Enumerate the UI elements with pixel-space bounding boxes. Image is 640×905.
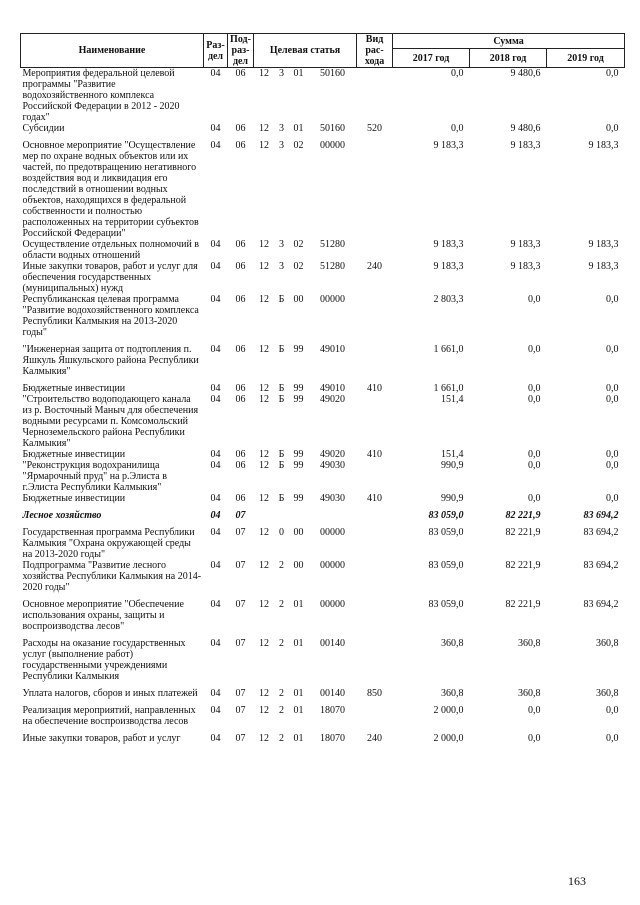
row-value-2019: 0,0 [606, 449, 619, 460]
header-section: Раз-дел [204, 34, 228, 68]
row-target-direction: 50160 [320, 123, 346, 134]
row-value-2018: 0,0 [528, 294, 541, 305]
row-target-direction: 49010 [320, 383, 346, 394]
table-row [21, 527, 625, 560]
row-target-subprogram: 2 [279, 688, 284, 699]
row-section: 04 [210, 688, 221, 699]
row-target-program: 12 [259, 460, 269, 471]
row-name: Иные закупки товаров, работ и услуг [22, 733, 181, 744]
row-value-2018: 82 221,9 [505, 560, 541, 571]
row-target-event: 99 [293, 449, 304, 460]
row-target-event: 99 [293, 383, 304, 394]
row-subsection: 06 [235, 68, 246, 79]
row-subsection: 06 [235, 449, 246, 460]
row-value-2017: 2 000,0 [433, 705, 464, 716]
row-target-direction: 00000 [320, 527, 346, 538]
row-target-subprogram: 2 [279, 705, 284, 716]
row-target-direction: 18070 [320, 705, 346, 716]
row-value-2018: 9 183,3 [510, 140, 541, 151]
row-value-2017: 990,9 [441, 493, 464, 504]
row-value-2018: 360,8 [518, 688, 541, 699]
table-row [21, 123, 625, 140]
row-target-subprogram: 2 [279, 733, 284, 744]
row-value-2019: 83 694,2 [583, 560, 619, 571]
table-body [21, 68, 625, 745]
table-row [21, 705, 625, 733]
row-name: Бюджетные инвестиции [22, 383, 126, 394]
row-target-subprogram: 3 [279, 123, 284, 134]
row-name: Иные закупки товаров, работ и услуг для обеспечения государственных (муниципальных) нужд [22, 261, 198, 294]
row-expense-type [357, 239, 393, 261]
row-target-subprogram: Б [278, 460, 285, 471]
row-value-2017: 2 000,0 [433, 733, 464, 744]
row-expense-type [357, 140, 393, 239]
row-expense-type [357, 705, 393, 733]
row-target-program: 12 [259, 383, 269, 394]
row-target-program: 12 [259, 733, 269, 744]
table-row [21, 68, 625, 124]
row-target-event [289, 510, 309, 527]
row-name: Расходы на оказание государственных услуг (выполнение работ) государственными учреждениями Республики Калмыкия [22, 638, 186, 682]
table-row [21, 294, 625, 344]
row-value-2017: 1 661,0 [433, 344, 464, 355]
row-value-2019: 0,0 [606, 344, 619, 355]
row-target-direction: 00000 [320, 294, 346, 305]
row-target-program: 12 [259, 449, 269, 460]
row-target-direction [309, 510, 357, 527]
row-target-subprogram: Б [278, 449, 285, 460]
row-name: Бюджетные инвестиции [22, 493, 126, 504]
row-target-subprogram: 2 [279, 638, 284, 649]
row-expense-type [357, 460, 393, 493]
row-section: 04 [210, 560, 221, 571]
row-target-event: 01 [293, 733, 304, 744]
table-row [21, 261, 625, 294]
row-target-direction: 51280 [320, 261, 346, 272]
row-target-direction: 00140 [320, 638, 346, 649]
row-target-event: 02 [293, 239, 304, 250]
row-target-subprogram: 3 [279, 68, 284, 79]
row-target-program: 12 [259, 239, 269, 250]
row-subsection: 06 [235, 123, 246, 134]
row-value-2018: 82 221,9 [505, 599, 541, 610]
row-section: 04 [210, 261, 221, 272]
row-name: Бюджетные инвестиции [22, 449, 126, 460]
row-value-2018: 0,0 [528, 460, 541, 471]
row-value-2018: 0,0 [528, 383, 541, 394]
row-target-program: 12 [259, 123, 269, 134]
row-value-2017: 83 059,0 [428, 510, 464, 521]
row-target-event: 99 [293, 344, 304, 355]
row-target-event: 01 [293, 123, 304, 134]
row-target-direction: 49030 [320, 493, 346, 504]
row-section: 04 [210, 123, 221, 134]
table-row [21, 688, 625, 705]
row-value-2017: 360,8 [441, 638, 464, 649]
row-value-2019: 83 694,2 [583, 510, 619, 521]
row-subsection: 06 [235, 493, 246, 504]
row-target-program: 12 [259, 68, 269, 79]
row-target-event: 02 [293, 261, 304, 272]
row-section: 04 [210, 239, 221, 250]
table-header [21, 34, 625, 68]
row-value-2017: 0,0 [451, 123, 464, 134]
row-value-2019: 0,0 [606, 733, 619, 744]
row-subsection: 07 [235, 638, 246, 649]
row-subsection: 07 [235, 560, 246, 571]
row-target-event: 99 [293, 460, 304, 471]
row-target-event: 02 [293, 140, 304, 151]
row-value-2017: 83 059,0 [428, 527, 464, 538]
header-name: Наименование [21, 34, 204, 68]
row-section: 04 [210, 294, 221, 305]
row-expense-type [357, 68, 393, 124]
row-target-direction: 00140 [320, 688, 346, 699]
table-row [21, 239, 625, 261]
row-subsection: 06 [235, 394, 246, 405]
row-subsection: 06 [235, 344, 246, 355]
row-value-2017: 9 183,3 [433, 140, 464, 151]
row-value-2019: 0,0 [606, 383, 619, 394]
row-subsection: 07 [235, 733, 246, 744]
row-name: Республиканская целевая программа "Развитие водохозяйственного комплекса Республики Калмыкия на 2013-2020 годы" [22, 294, 199, 338]
row-value-2019: 9 183,3 [588, 239, 619, 250]
row-value-2017: 2 803,3 [433, 294, 464, 305]
row-target-event: 00 [293, 294, 304, 305]
row-name: "Реконструкция водохранилища "Ярмарочный пруд" на р.Элиста в г.Элиста Республики Калмыкия" [22, 460, 167, 493]
row-target-direction: 50160 [320, 68, 346, 79]
row-expense-type [357, 599, 393, 638]
row-value-2018: 360,8 [518, 638, 541, 649]
row-subsection: 06 [235, 294, 246, 305]
row-target-event: 01 [293, 705, 304, 716]
table-row [21, 140, 625, 239]
row-expense-type: 520 [367, 123, 383, 134]
row-value-2018: 9 183,3 [510, 261, 541, 272]
row-target-subprogram: Б [278, 394, 285, 405]
row-section: 04 [210, 705, 221, 716]
row-value-2017: 151,4 [441, 394, 464, 405]
row-value-2019: 0,0 [606, 123, 619, 134]
header-2018: 2018 год [470, 49, 547, 68]
row-value-2018: 9 480,6 [510, 68, 541, 79]
row-value-2019: 9 183,3 [588, 261, 619, 272]
row-expense-type [357, 510, 393, 527]
row-section: 04 [210, 599, 221, 610]
row-target-program: 12 [259, 560, 269, 571]
row-target-subprogram: Б [278, 344, 285, 355]
row-target-direction: 00000 [320, 560, 346, 571]
row-section: 04 [210, 449, 221, 460]
row-value-2017: 9 183,3 [433, 261, 464, 272]
row-target-subprogram: 2 [279, 599, 284, 610]
row-target-subprogram: Б [278, 383, 285, 394]
row-target-event: 00 [293, 560, 304, 571]
row-value-2018: 0,0 [528, 344, 541, 355]
row-target-program: 12 [259, 599, 269, 610]
row-target-program: 12 [259, 705, 269, 716]
row-subsection: 06 [235, 140, 246, 151]
row-section: 04 [210, 510, 221, 521]
row-expense-type: 410 [367, 449, 383, 460]
row-name: "Строительство водоподающего канала из р. Восточный Маныч для обеспечения водными ресурсами п. Комсомольский Черноземельского района Республики Калмыкия" [22, 394, 199, 449]
row-subsection: 07 [235, 688, 246, 699]
row-section: 04 [210, 493, 221, 504]
row-expense-type: 410 [367, 493, 383, 504]
row-target-direction: 49010 [320, 344, 346, 355]
row-expense-type [357, 638, 393, 688]
row-subsection: 07 [235, 527, 246, 538]
row-target-program: 12 [259, 261, 269, 272]
table-row [21, 460, 625, 493]
table-row [21, 638, 625, 688]
row-target-subprogram: 2 [279, 560, 284, 571]
table-row [21, 383, 625, 394]
row-target-direction: 00000 [320, 140, 346, 151]
row-target-program: 12 [259, 394, 269, 405]
row-section: 04 [210, 140, 221, 151]
row-target-event: 99 [293, 394, 304, 405]
row-value-2019: 360,8 [596, 638, 619, 649]
header-exptype: Вид рас-хода [357, 34, 393, 68]
row-value-2019: 0,0 [606, 493, 619, 504]
table-row [21, 599, 625, 638]
row-name: Лесное хозяйство [22, 510, 102, 521]
row-subsection: 07 [235, 705, 246, 716]
row-target-event: 01 [293, 638, 304, 649]
row-value-2019: 0,0 [606, 460, 619, 471]
row-name: "Инженерная защита от подтопления п. Яшкуль Яшкульского района Республики Калмыкия" [22, 344, 199, 377]
row-value-2019: 0,0 [606, 294, 619, 305]
row-value-2018: 9 480,6 [510, 123, 541, 134]
row-expense-type [357, 560, 393, 599]
header-subsection: Под-раз-дел [228, 34, 254, 68]
row-section: 04 [210, 638, 221, 649]
row-name: Государственная программа Республики Калмыкия "Охрана окружающей среды на 2013-2020 годы" [22, 527, 195, 560]
row-value-2017: 83 059,0 [428, 599, 464, 610]
row-expense-type: 240 [367, 261, 383, 272]
header-2019: 2019 год [547, 49, 625, 68]
row-name: Осуществление отдельных полномочий в области водных отношений [22, 239, 200, 261]
row-target-subprogram [275, 510, 289, 527]
row-target-event: 01 [293, 68, 304, 79]
row-target-direction: 18070 [320, 733, 346, 744]
row-section: 04 [210, 733, 221, 744]
row-section: 04 [210, 68, 221, 79]
row-name: Уплата налогов, сборов и иных платежей [22, 688, 198, 699]
table-row [21, 560, 625, 599]
row-value-2018: 0,0 [528, 705, 541, 716]
row-section: 04 [210, 383, 221, 394]
row-name: Мероприятия федеральной целевой программы "Развитие водохозяйственного комплекса Российской Федерации в 2012 - 2020 годах" [22, 68, 180, 123]
row-value-2017: 9 183,3 [433, 239, 464, 250]
row-value-2017: 990,9 [441, 460, 464, 471]
row-value-2018: 0,0 [528, 733, 541, 744]
row-subsection: 06 [235, 261, 246, 272]
row-value-2018: 9 183,3 [510, 239, 541, 250]
row-target-subprogram: 0 [279, 527, 284, 538]
row-value-2018: 0,0 [528, 449, 541, 460]
row-value-2018: 0,0 [528, 493, 541, 504]
row-value-2017: 0,0 [451, 68, 464, 79]
row-section: 04 [210, 527, 221, 538]
table-row [21, 733, 625, 744]
row-expense-type: 410 [367, 383, 383, 394]
table-row [21, 493, 625, 510]
row-value-2019: 9 183,3 [588, 140, 619, 151]
row-expense-type [357, 394, 393, 449]
table-row [21, 449, 625, 460]
header-2017: 2017 год [393, 49, 470, 68]
row-target-event: 99 [293, 493, 304, 504]
row-section: 04 [210, 344, 221, 355]
row-target-program: 12 [259, 638, 269, 649]
row-expense-type [357, 294, 393, 344]
row-target-program: 12 [259, 294, 269, 305]
row-subsection: 06 [235, 383, 246, 394]
row-section: 04 [210, 394, 221, 405]
row-expense-type: 240 [367, 733, 383, 744]
row-target-subprogram: 3 [279, 261, 284, 272]
row-subsection: 06 [235, 460, 246, 471]
row-target-program: 12 [259, 493, 269, 504]
row-target-direction: 51280 [320, 239, 346, 250]
row-value-2019: 83 694,2 [583, 527, 619, 538]
row-target-subprogram: 3 [279, 239, 284, 250]
row-target-direction: 49030 [320, 460, 346, 471]
row-target-event: 01 [293, 688, 304, 699]
row-section: 04 [210, 460, 221, 471]
row-value-2018: 82 221,9 [505, 510, 541, 521]
row-target-subprogram: 3 [279, 140, 284, 151]
budget-table [20, 33, 625, 744]
row-name: Реализация мероприятий, направленных на обеспечение воспроизводства лесов [22, 705, 196, 727]
row-expense-type: 850 [367, 688, 383, 699]
row-value-2017: 83 059,0 [428, 560, 464, 571]
row-value-2019: 83 694,2 [583, 599, 619, 610]
row-target-subprogram: Б [278, 294, 285, 305]
row-value-2019: 0,0 [606, 68, 619, 79]
row-value-2017: 360,8 [441, 688, 464, 699]
header-target: Целевая статья [254, 34, 357, 68]
table-row [21, 394, 625, 449]
table-row [21, 344, 625, 383]
row-subsection: 06 [235, 239, 246, 250]
row-value-2017: 151,4 [441, 449, 464, 460]
row-value-2019: 0,0 [606, 705, 619, 716]
row-name: Основное мероприятие "Обеспечение использования охраны, защиты и воспроизводства лесов" [22, 599, 184, 632]
row-expense-type [357, 344, 393, 383]
row-value-2017: 1 661,0 [433, 383, 464, 394]
row-subsection: 07 [235, 599, 246, 610]
row-value-2019: 360,8 [596, 688, 619, 699]
row-value-2018: 0,0 [528, 394, 541, 405]
row-target-subprogram: Б [278, 493, 285, 504]
row-name: Подпрограмма "Развитие лесного хозяйства Республики Калмыкия на 2014-2020 годы" [22, 560, 202, 593]
header-sum: Сумма [393, 34, 625, 49]
row-value-2019: 0,0 [606, 394, 619, 405]
row-name: Основное мероприятие "Осуществление мер по охране водных объектов или их частей, по предотвращению негативного воздействия вод и ликвидация его последствий в отношении водных объектов, находящихся в федеральной собственности и полностью расположенных на территории субъектов Российской Федерации" [22, 140, 199, 239]
row-target-event: 01 [293, 599, 304, 610]
row-target-program: 12 [259, 527, 269, 538]
row-target-direction: 49020 [320, 449, 346, 460]
row-target-program [254, 510, 275, 527]
row-target-program: 12 [259, 140, 269, 151]
table-row [21, 510, 625, 527]
row-target-direction: 00000 [320, 599, 346, 610]
row-name: Субсидии [22, 123, 65, 134]
row-target-program: 12 [259, 344, 269, 355]
row-target-direction: 49020 [320, 394, 346, 405]
row-target-program: 12 [259, 688, 269, 699]
row-target-event: 00 [293, 527, 304, 538]
row-subsection: 07 [235, 510, 246, 521]
row-value-2018: 82 221,9 [505, 527, 541, 538]
page-number: 163 [568, 874, 586, 888]
row-expense-type [357, 527, 393, 560]
